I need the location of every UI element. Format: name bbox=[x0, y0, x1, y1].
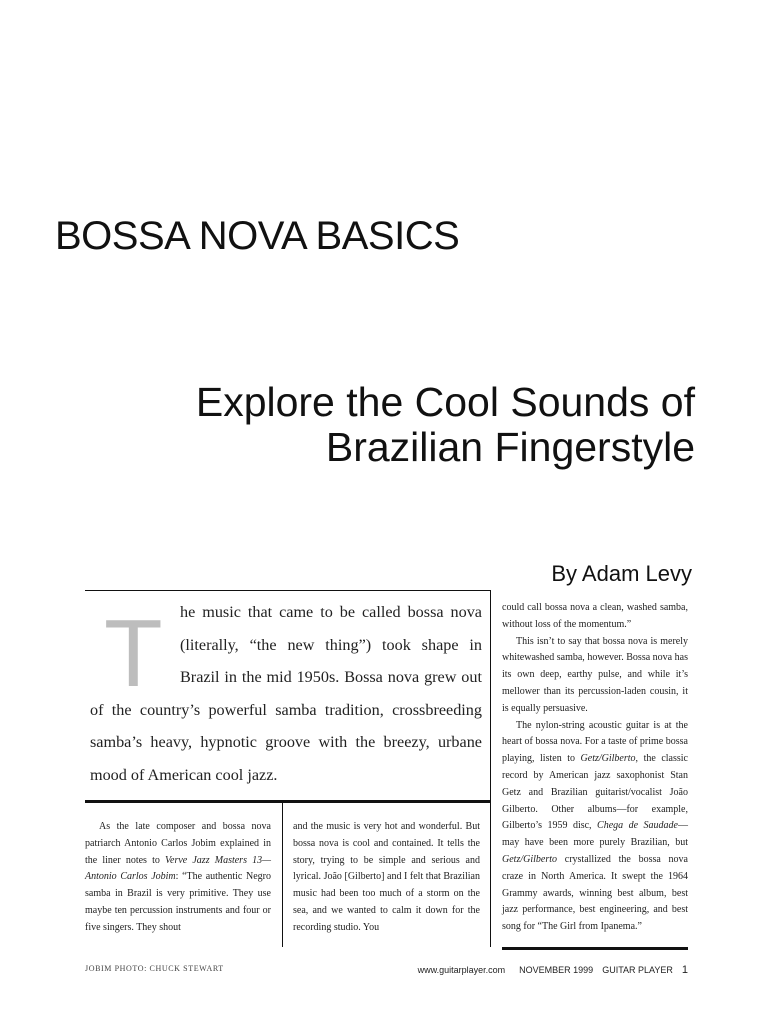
headline-line-2: Brazilian Fingerstyle bbox=[325, 424, 695, 470]
album-title: Verve Jazz Masters 13—Antonio Carlos Jobim bbox=[85, 854, 271, 883]
byline: By Adam Levy bbox=[551, 561, 692, 586]
body-text: The nylon-string acoustic guitar is at the heart of bossa nova. For a taste of prime bossa playing, listen to bbox=[502, 719, 688, 765]
album-title: Getz/Gilberto bbox=[580, 753, 636, 765]
body-text: : “The authentic Negro samba in Brazil is very primitive. They use maybe ten percussion instruments and four or five singers. They shout bbox=[85, 871, 271, 933]
body-paragraph bbox=[85, 819, 271, 937]
body-text: crystallized the bossa nova craze in North America. It swept the 1964 Grammy awards, winning best album, best jazz performance, best engineering, and best song for “The Girl from Ipanema.” bbox=[502, 853, 688, 933]
body-column-1 bbox=[85, 819, 271, 937]
column-divider bbox=[490, 590, 491, 947]
footer-url: www.guitarplayer.com bbox=[417, 965, 506, 975]
album-title: Chega de Saudade bbox=[597, 820, 678, 832]
body-text: —may have been more purely Brazilian, but bbox=[502, 820, 688, 849]
lede-text: he music that came to be called bossa nova (literally, “the new thing”) took shape in Brazil in the mid 1950s. Bossa nova grew out of the country’s powerful samba tradition, crossbreeding samba’s heavy, hypnotic groove with the breezy, urbane mood of American cool jazz. bbox=[90, 603, 482, 784]
headline-line-1: Explore the Cool Sounds of bbox=[195, 379, 695, 425]
footer-issue: NOVEMBER 1999 bbox=[519, 965, 594, 975]
body-column-2 bbox=[293, 819, 480, 937]
body-paragraph: This isn’t to say that bossa nova is merely whitewashed samba, however. Bossa nova has its own deep, earthy pulse, and while it’s mellower than its percussion-laden cousin, it is equally persuasive. bbox=[502, 635, 688, 714]
body-paragraph: could call bossa nova a clean, washed samba, without loss of the momentum.” bbox=[502, 602, 688, 630]
lede-bottom-rule bbox=[85, 800, 491, 803]
photo-credit: JOBIM PHOTO: CHUCK STEWART bbox=[85, 964, 224, 973]
right-column-bottom-rule bbox=[502, 947, 688, 950]
page-footer bbox=[418, 964, 688, 976]
lower-column-divider bbox=[282, 803, 283, 947]
body-column-3 bbox=[502, 600, 688, 936]
body-paragraph bbox=[502, 718, 688, 936]
footer-magazine: GUITAR PLAYER bbox=[602, 965, 673, 975]
body-text: As the late composer and bossa nova patriarch Antonio Carlos Jobim explained in the liner notes to bbox=[85, 821, 271, 866]
drop-cap: T bbox=[104, 600, 163, 707]
body-text: , the classic record by American jazz saxophonist Stan Getz and Brazilian guitarist/vocalist João Gilberto. Other albums—for example, Gilberto’s 1959 disc, bbox=[502, 753, 688, 832]
lede-paragraph bbox=[90, 596, 482, 792]
article-headline bbox=[150, 380, 695, 470]
page-number: 1 bbox=[681, 964, 688, 976]
album-title: Getz/Gilberto bbox=[502, 853, 557, 865]
body-paragraph: and the music is very hot and wonderful. But bossa nova is cool and contained. It tells the story, trying to be simple and serious and lyrical. João [Gilberto] and I felt that Brazilian music had been too much of a storm on the sea, and we wanted to calm it down for the recording studio. You bbox=[293, 821, 480, 933]
top-rule bbox=[85, 590, 491, 591]
section-kicker: BOSSA NOVA BASICS bbox=[55, 214, 460, 258]
